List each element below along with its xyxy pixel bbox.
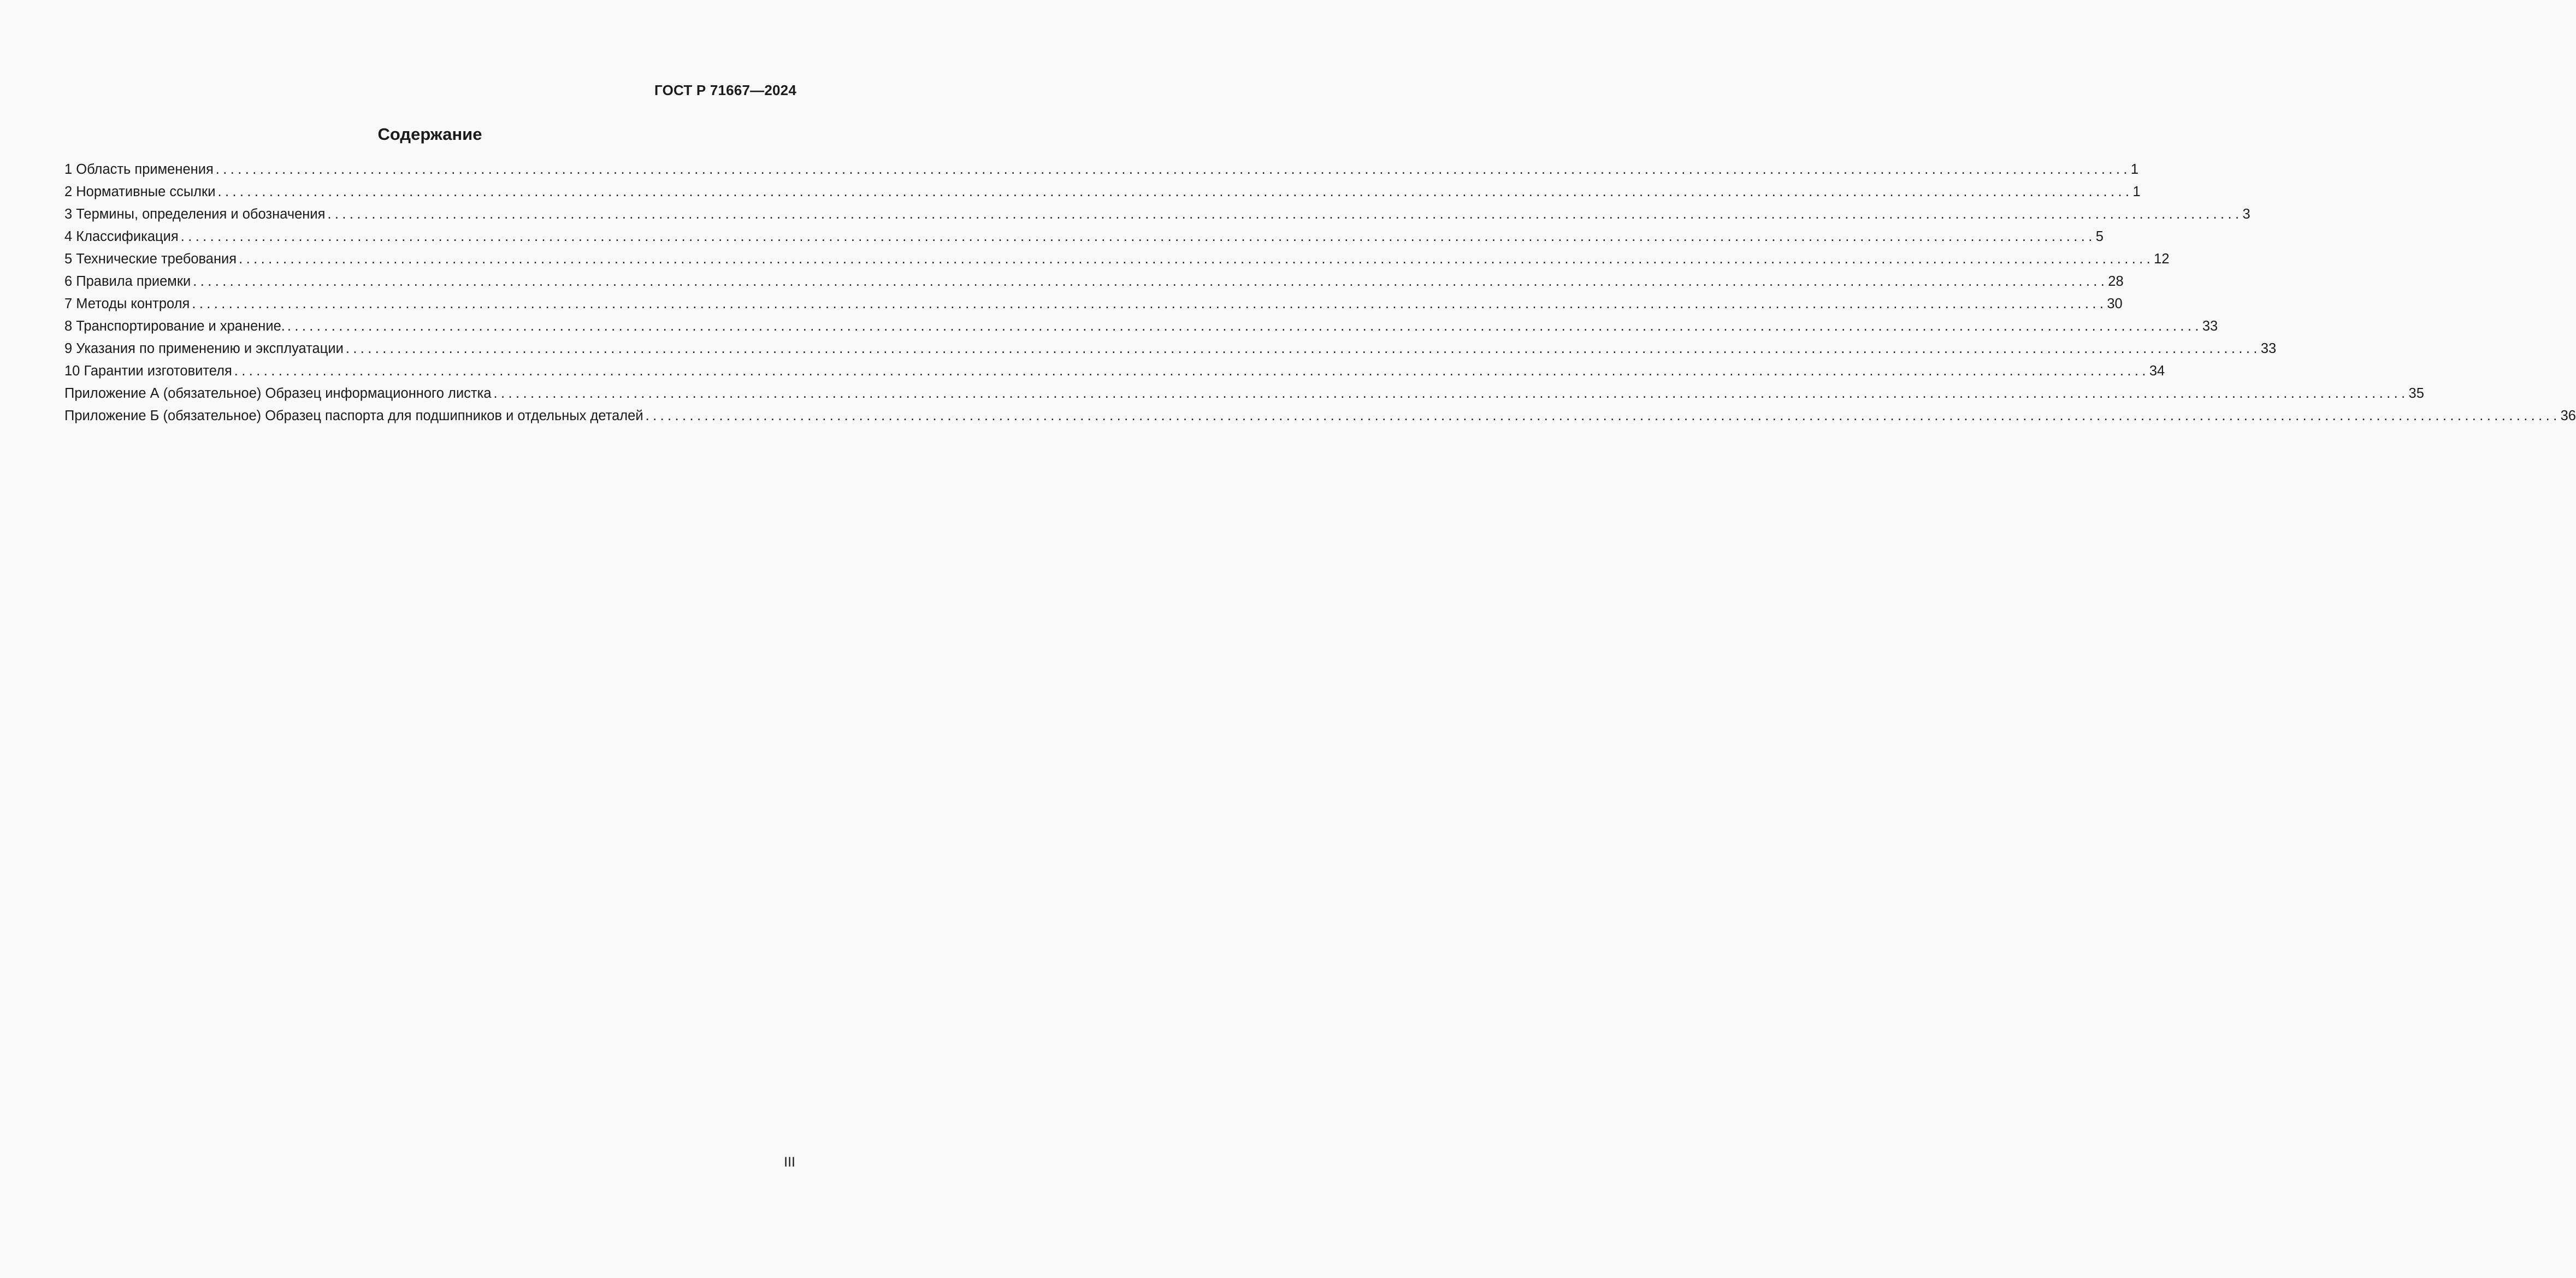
toc-entry[interactable] — [64, 382, 2424, 405]
toc-leader-dots: .................................................................................................................................................................................................................................................................... — [234, 363, 2149, 379]
page-number: III — [784, 1155, 795, 1170]
toc-entry[interactable] — [64, 315, 2218, 338]
toc-entry[interactable] — [64, 226, 2104, 248]
toc-entry-label: 8 Транспортирование и хранение. — [64, 319, 285, 334]
toc-entry[interactable] — [64, 248, 2170, 270]
table-of-contents — [64, 158, 2576, 427]
toc-leader-dots: .................................................................................................................................................................................................................................................................... — [193, 274, 2108, 289]
toc-leader-dots: .................................................................................................................................................................................................................................................................... — [215, 162, 2131, 177]
toc-entry-label: Приложение А (обязательное) Образец информационного листка — [64, 386, 492, 401]
toc-entry[interactable] — [64, 360, 2165, 382]
toc-entry-label: 10 Гарантии изготовителя — [64, 363, 232, 379]
toc-entry-page: 33 — [2260, 341, 2277, 356]
toc-entry-page: 36 — [2560, 408, 2576, 423]
toc-entry-page: 1 — [2132, 184, 2141, 199]
toc-title: Содержание — [377, 125, 482, 144]
toc-entry[interactable] — [64, 293, 2123, 315]
toc-leader-dots: .................................................................................................................................................................................................................................................................... — [287, 319, 2202, 334]
toc-entry-label: 3 Термины, определения и обозначения — [64, 207, 326, 222]
toc-entry-page: 35 — [2408, 386, 2424, 401]
toc-leader-dots: .................................................................................................................................................................................................................................................................... — [345, 341, 2261, 356]
toc-entry-page: 5 — [2095, 229, 2104, 244]
toc-entry-page: 28 — [2108, 274, 2124, 289]
toc-leader-dots: .................................................................................................................................................................................................................................................................... — [493, 386, 2409, 401]
toc-leader-dots: .................................................................................................................................................................................................................................................................... — [645, 408, 2561, 423]
toc-entry-label: 7 Методы контроля — [64, 296, 190, 311]
toc-entry-page: 3 — [2242, 207, 2250, 222]
toc-entry[interactable] — [64, 405, 2576, 427]
toc-entry[interactable] — [64, 203, 2250, 226]
toc-entry-label: 6 Правила приемки — [64, 274, 191, 289]
toc-entry-label: 4 Классификация — [64, 229, 179, 244]
toc-leader-dots: .................................................................................................................................................................................................................................................................... — [217, 184, 2133, 199]
toc-leader-dots: .................................................................................................................................................................................................................................................................... — [192, 296, 2107, 311]
toc-leader-dots: .................................................................................................................................................................................................................................................................... — [239, 251, 2154, 267]
toc-entry-page: 1 — [2130, 162, 2138, 177]
toc-entry-page: 12 — [2154, 251, 2170, 267]
toc-leader-dots: .................................................................................................................................................................................................................................................................... — [180, 229, 2096, 244]
toc-entry-page: 34 — [2149, 363, 2165, 379]
toc-leader-dots: .................................................................................................................................................................................................................................................................... — [327, 207, 2243, 222]
toc-entry-label: 9 Указания по применению и эксплуатации — [64, 341, 344, 356]
toc-entry[interactable] — [64, 181, 2141, 203]
toc-entry-label: 1 Область применения — [64, 162, 214, 177]
toc-entry-label: 2 Нормативные ссылки — [64, 184, 216, 199]
toc-entry[interactable] — [64, 338, 2277, 360]
toc-entry[interactable] — [64, 158, 2138, 181]
toc-entry-label: 5 Технические требования — [64, 251, 237, 267]
toc-entry-page: 33 — [2202, 319, 2218, 334]
toc-entry[interactable] — [64, 270, 2124, 293]
toc-entry-page: 30 — [2107, 296, 2123, 311]
document-id: ГОСТ Р 71667—2024 — [654, 82, 796, 98]
toc-entry-label: Приложение Б (обязательное) Образец паспорта для подшипников и отдельных деталей — [64, 408, 643, 423]
